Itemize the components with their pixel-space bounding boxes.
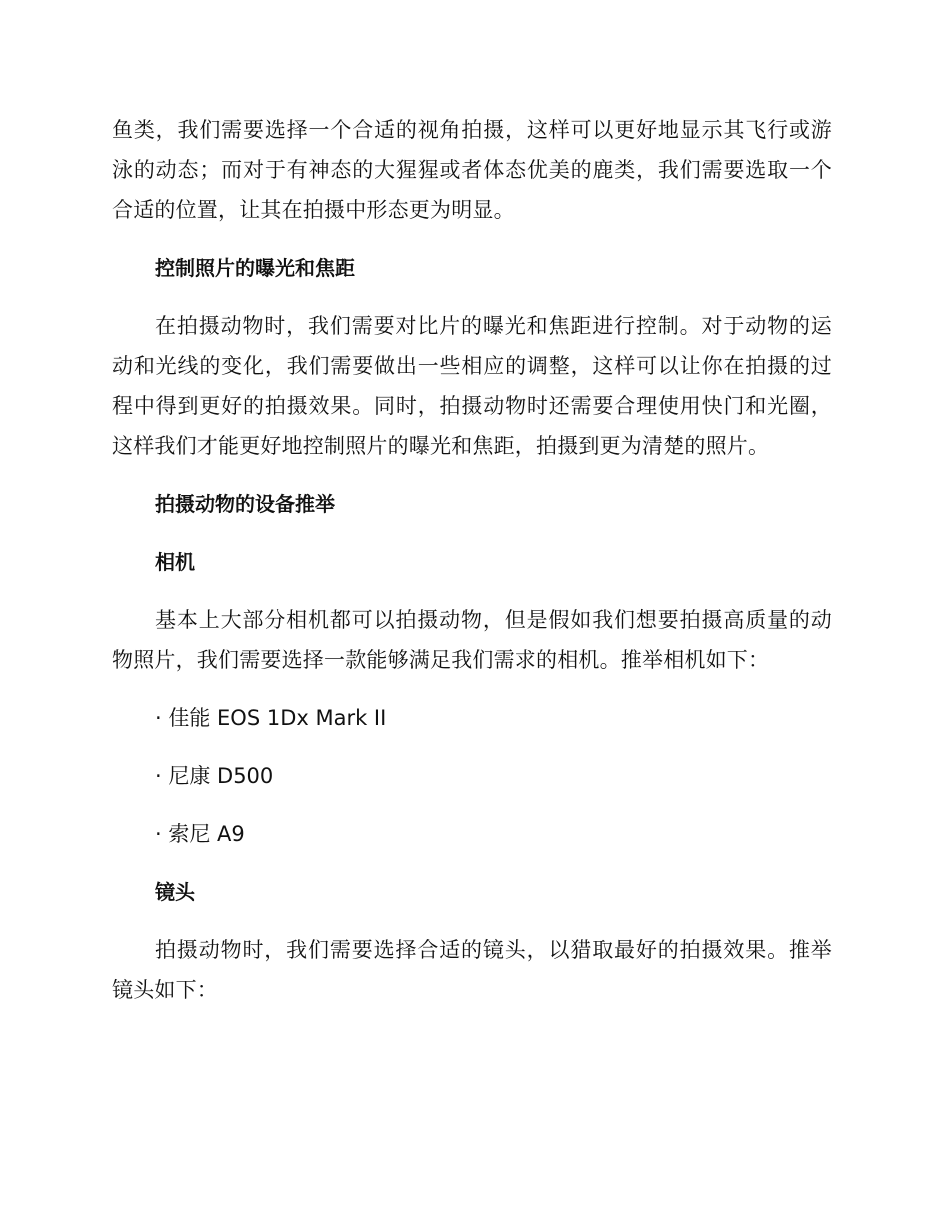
heading-equipment-recommendation: 拍摄动物的设备推举 <box>155 492 335 516</box>
paragraph-exposure-focus: 在拍摄动物时，我们需要对比片的曝光和焦距进行控制。对于动物的运动和光线的变化，我们需要做出一些相应的调整，这样可以让你在拍摄的过程中得到更好的拍摄效果。同时，拍摄动物时还需要合理使用快门和光圈，这样我们才能更好地控制照片的曝光和焦距，拍摄到更为清楚的照片。 <box>112 314 832 458</box>
paragraph-camera: 基本上大部分相机都可以拍摄动物，但是假如我们想要拍摄高质量的动物照片，我们需要选择一款能够满足我们需求的相机。推举相机如下： <box>112 608 832 672</box>
document-body <box>112 110 832 1028</box>
heading-lens: 镜头 <box>155 880 195 904</box>
paragraph-lens: 拍摄动物时，我们需要选择合适的镜头，以猎取最好的拍摄效果。推举镜头如下： <box>112 938 832 1002</box>
paragraph-intro-continuation: 鱼类，我们需要选择一个合适的视角拍摄，这样可以更好地显示其飞行或游泳的动态；而对于有神态的大猩猩或者体态优美的鹿类，我们需要选取一个合适的位置，让其在拍摄中形态更为明显。 <box>112 118 832 222</box>
list-item-camera-sony: · 索尼 A9 <box>155 822 245 846</box>
list-item-camera-nikon: · 尼康 D500 <box>155 764 274 788</box>
heading-camera: 相机 <box>155 550 195 574</box>
list-item-camera-canon: · 佳能 EOS 1Dx Mark II <box>155 706 387 730</box>
heading-exposure-focus: 控制照片的曝光和焦距 <box>155 256 355 280</box>
